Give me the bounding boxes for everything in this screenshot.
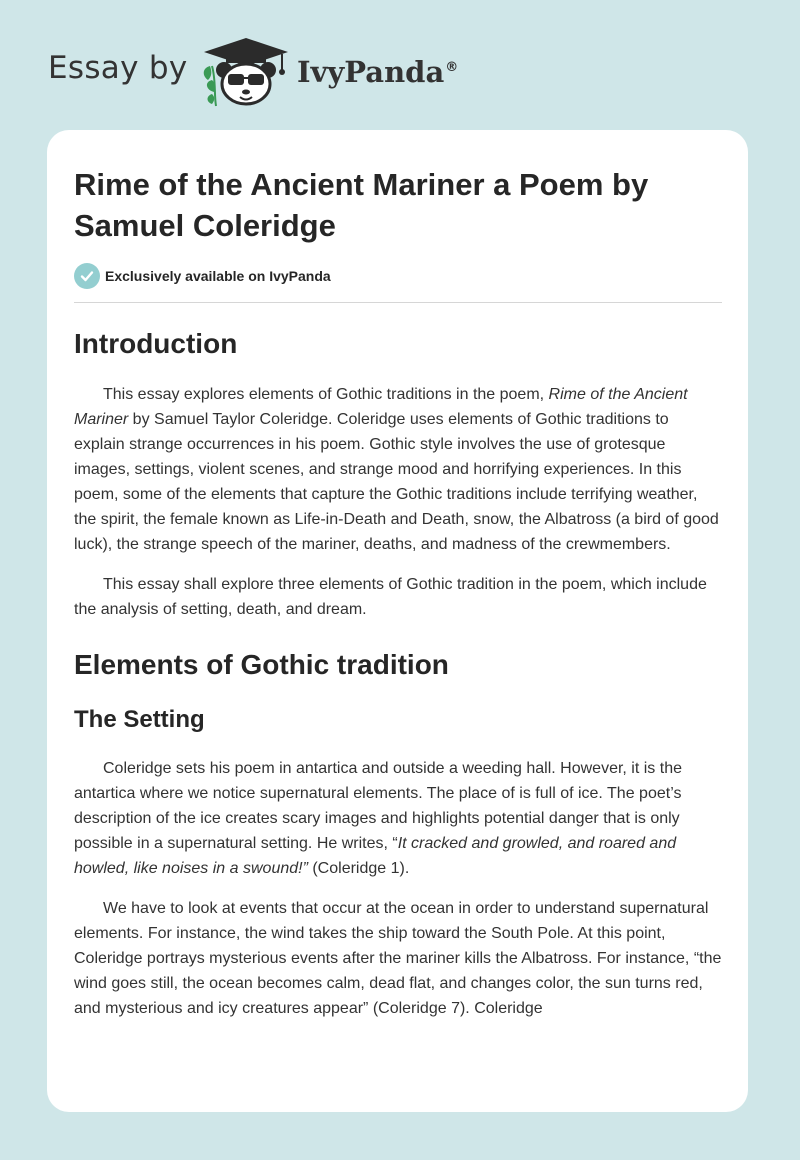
paragraph-setting-1 bbox=[74, 756, 722, 881]
heading-elements-of-gothic-tradition: Elements of Gothic tradition bbox=[74, 649, 449, 680]
essay-body bbox=[74, 324, 722, 1021]
quotation: It cracked and growled, and roared and howled, like noises in a swound!” bbox=[74, 835, 677, 877]
essay-card bbox=[47, 130, 748, 1112]
exclusive-badge bbox=[74, 263, 331, 289]
badge-text: Exclusively available on IvyPanda bbox=[105, 268, 331, 284]
essay-by-label: Essay by bbox=[48, 50, 188, 86]
paragraph-intro-2: This essay shall explore three elements of Gothic tradition in the poem, which include the analysis of setting, death, and dream. bbox=[74, 576, 707, 618]
page-title: Rime of the Ancient Mariner a Poem by Samuel Coleridge bbox=[74, 167, 649, 243]
site-header bbox=[0, 0, 800, 130]
check-icon bbox=[74, 263, 100, 289]
paragraph-text: This essay explores elements of Gothic traditions in the poem, bbox=[103, 386, 549, 403]
title-divider bbox=[74, 302, 722, 303]
heading-introduction: Introduction bbox=[74, 328, 238, 359]
poem-title: Rime of the Ancient Mariner bbox=[74, 386, 688, 428]
paragraph-text: Coleridge sets his poem in antartica and outside a weeding hall. However, it is the antartica where we notice supernatural elements. The place of is full of ice. The poet’s description of the ice creates scary images and highlights potential danger that is only possible in a supernatural setting. He writes, “ bbox=[74, 760, 682, 852]
paragraph-setting-2: We have to look at events that occur at the ocean in order to understand supernatural elements. For instance, the wind takes the ship toward the South Pole. At this point, Coleridge portrays mysterious events after the mariner kills the Albatross. For instance, “the wind goes still, the ocean becomes calm, dead flat, and changes color, the sun turns red, and mysterious and icy creatures appear” (Coleridge 7). Coleridge bbox=[74, 900, 722, 1017]
paragraph-text: (Coleridge 1). bbox=[307, 860, 410, 877]
brand-name[interactable] bbox=[297, 55, 458, 89]
paragraph-intro-1 bbox=[74, 382, 722, 557]
paragraph-text: by Samuel Taylor Coleridge. Coleridge uses elements of Gothic traditions to explain strange occurrences in his poem. Gothic style involves the use of grotesque images, settings, violent scenes, and strange mood and horrifying experiences. In this poem, some of the elements that capture the Gothic traditions include terrifying weather, the spirit, the female known as Life-in-Death and Death, snow, the Albatross (a bird of good luck), the strange speech of the mariner, deaths, and madness of the crewmembers. bbox=[74, 411, 719, 553]
brand-text: IvyPanda bbox=[297, 55, 445, 89]
ivypanda-logo-icon[interactable] bbox=[200, 36, 292, 108]
registered-mark: ® bbox=[445, 60, 459, 76]
heading-the-setting: The Setting bbox=[74, 706, 205, 733]
